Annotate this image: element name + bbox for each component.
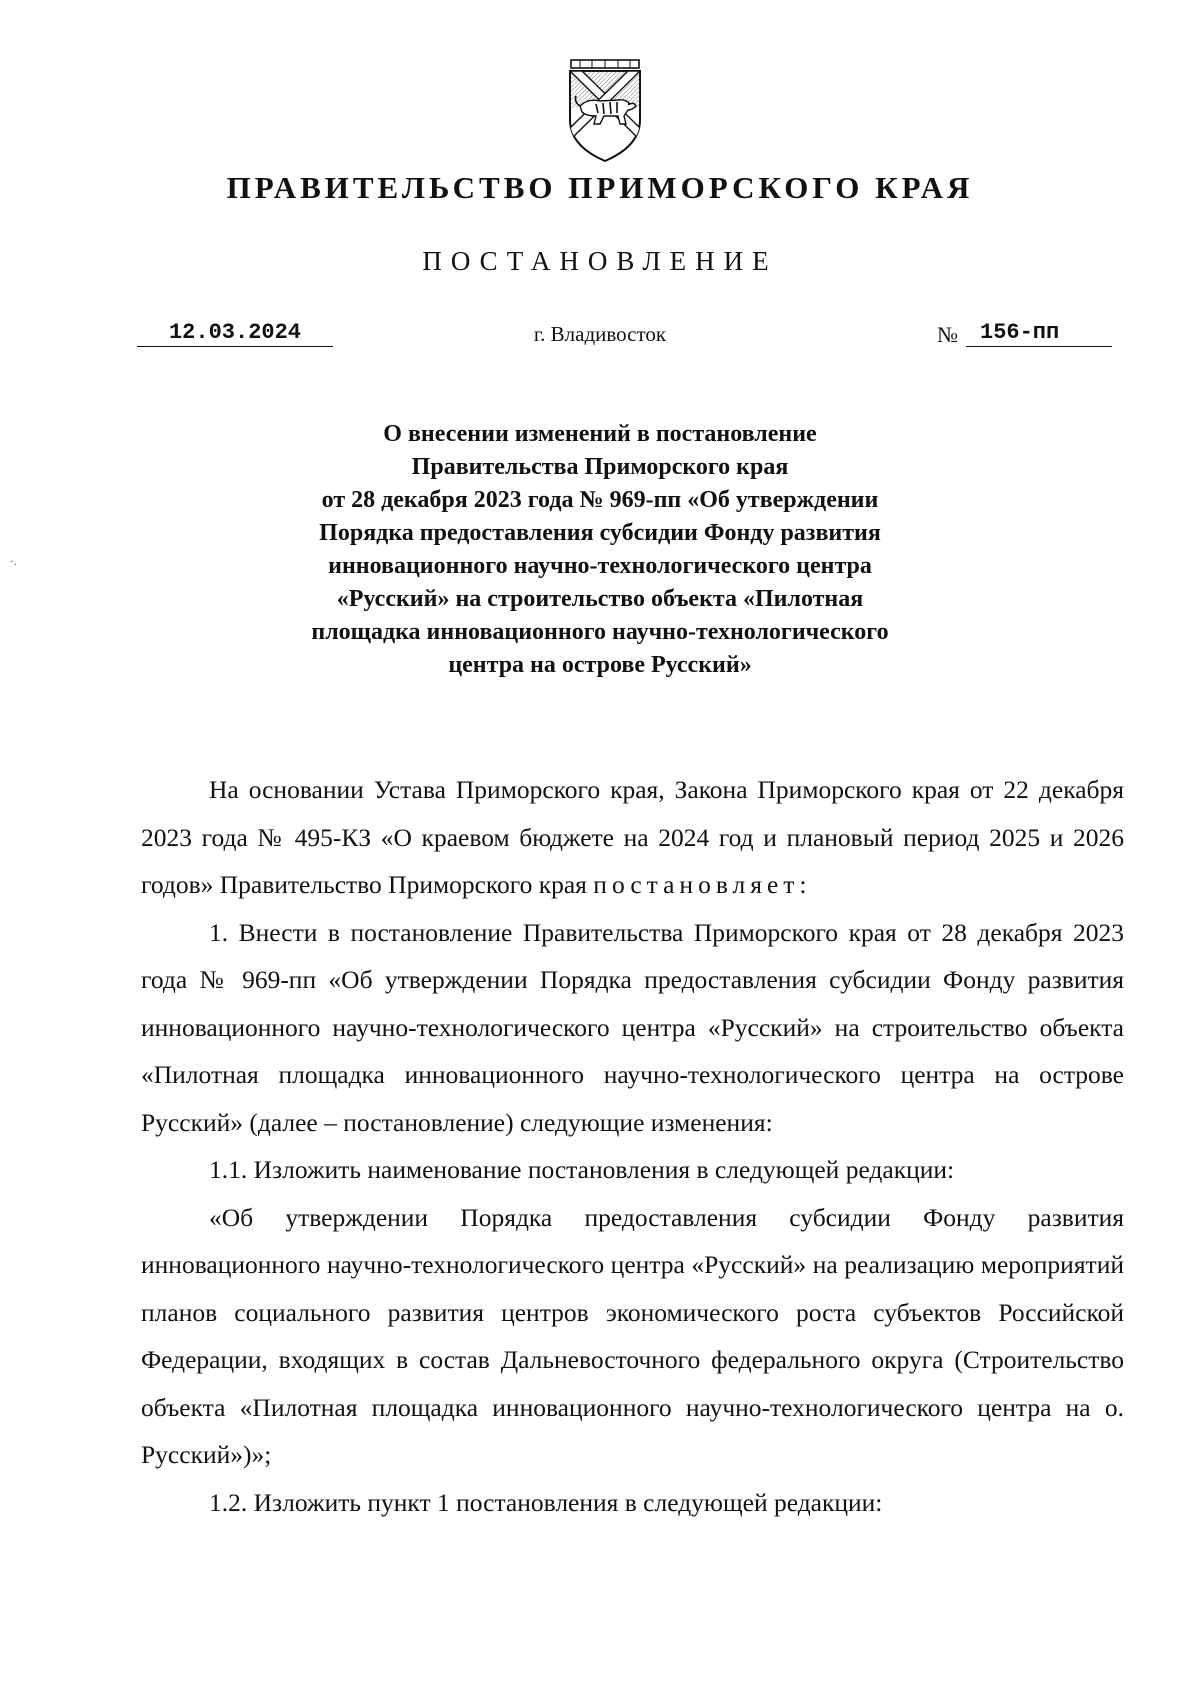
paragraph-new-title: «Об утверждении Порядка предоставления субсидии Фонду развития инновационного научно-технологического центра «Русский» на реализацию мероприятий планов социального развития центров экономического роста субъектов Российской Федерации, входящих в состав Дальневосточного федерального округа (Строительство объекта «Пилотная площадка инновационного научно-технологического центра на о. Русский»)»;: [141, 1202, 1124, 1469]
paragraph-item-1-1: 1.1. Изложить наименование постановления в следующей редакции:: [209, 1155, 955, 1184]
scan-speck: ·.: [10, 554, 17, 568]
heading-line: площадка инновационного научно-технологического: [311, 619, 889, 645]
document-number: 156-пп: [966, 320, 1112, 347]
heading-line: «Русский» на строительство объекта «Пилотная: [336, 586, 864, 612]
government-title: ПРАВИТЕЛЬСТВО ПРИМОРСКОГО КРАЯ: [226, 170, 974, 205]
heading-line: Порядка предоставления субсидии Фонду развития: [319, 520, 881, 546]
document-date: 12.03.2024: [137, 320, 333, 347]
document-body: [141, 766, 1124, 1526]
heading-line: Правительства Приморского края: [411, 454, 789, 480]
number-sign: №: [937, 322, 958, 347]
document-type: ПОСТАНОВЛЕНИЕ: [422, 246, 778, 276]
document-city: г. Владивосток: [533, 322, 667, 346]
heading-line: О внесении изменений в постановление: [383, 421, 817, 447]
heading-line: центра на острове Русский»: [448, 652, 752, 678]
paragraph-item-1: 1. Внести в постановление Правительства Приморского края от 28 декабря 2023 года № 969-пп «Об утверждении Порядка предоставления субсидии Фонду развития инновационного научно-технологического центра «Русский» на строительство объекта «Пилотная площадка инновационного научно-технологического центра на острове Русский» (далее – постановление) следующие изменения:: [141, 917, 1124, 1137]
paragraph-item-1-2: 1.2. Изложить пункт 1 постановления в следующей редакции:: [209, 1487, 883, 1517]
heading-line: инновационного научно-технологического центра: [328, 553, 872, 579]
document-heading: [200, 418, 1000, 682]
heading-line: от 28 декабря 2023 года № 969-пп «Об утверждении: [321, 487, 879, 513]
paragraph-preamble: [141, 766, 1124, 909]
coat-of-arms-tiger-icon: [566, 58, 644, 163]
preamble-text: На основании Устава Приморского края, Закона Приморского края от 22 декабря 2023 года № 495-КЗ «О краевом бюджете на 2024 год и плановый период 2025 и 2026 годов» Правительство Приморского края: [141, 775, 1124, 899]
resolves-word: постановляет:: [593, 870, 812, 899]
